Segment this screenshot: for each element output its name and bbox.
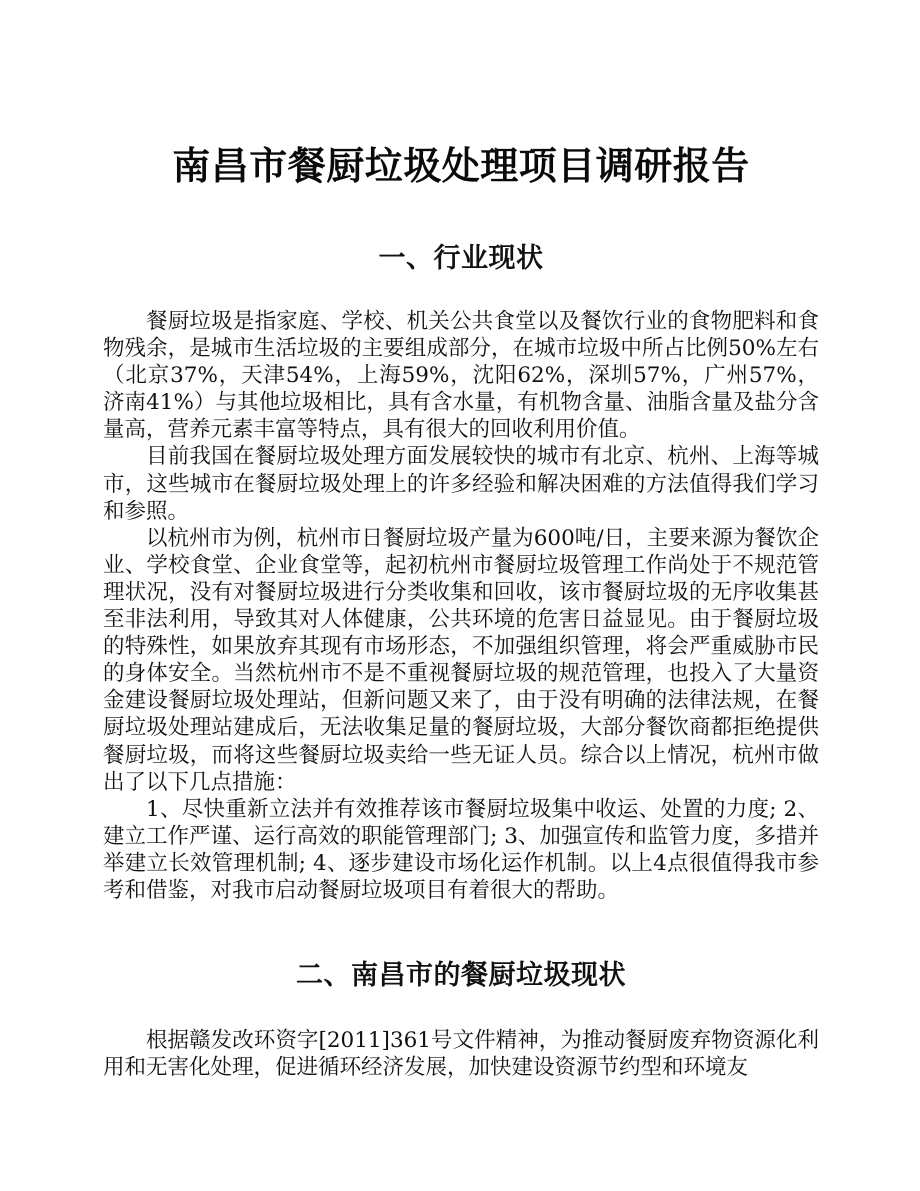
page-content-column [103,0,819,1081]
section-heading-industry-status: 一、行业现状 [378,243,544,274]
paragraph-hangzhou-measures: 1、尽快重新立法并有效推荐该市餐厨垃圾集中收运、处置的力度; 2、建立工作严谨、运行高效的职能管理部门; 3、加强宣传和监管力度，多措并举建立长效管理机制; 4、逐步建设市场化运作机制。以上4点很值得我市参考和借鉴，对我市启动餐厨垃圾项目有着很大的帮助。 [103,796,819,903]
page-title: 南昌市餐厨垃圾处理项目调研报告 [172,143,750,188]
paragraph-hangzhou-case: 以杭州市为例，杭州市日餐厨垃圾产量为600吨/日，主要来源为餐饮企业、学校食堂、企业食堂等，起初杭州市餐厨垃圾管理工作尚处于不规范管理状况，没有对餐厨垃圾进行分类收集和回收，该市餐厨垃圾的无序收集甚至非法利用，导致其对人体健康，公共环境的危害日益显见。由于餐厨垃圾的特殊性，如果放弃其现有市场形态，不加强组织管理，将会严重威胁市民的身体安全。当然杭州市不是不重视餐厨垃圾的规范管理，也投入了大量资金建设餐厨垃圾处理站，但新问题又来了，由于没有明确的法律法规，在餐厨垃圾处理站建成后，无法收集足量的餐厨垃圾，大部分餐饮商都拒绝提供餐厨垃圾，而将这些餐厨垃圾卖给一些无证人员。综合以上情况，杭州市做出了以下几点措施： [103,525,819,795]
paragraph-definition: 餐厨垃圾是指家庭、学校、机关公共食堂以及餐饮行业的食物肥料和食物残余，是城市生活垃圾的主要组成部分，在城市垃圾中所占比例50%左右（北京37%，天津54%，上海59%，沈阳62%，深圳57%，广州57%，济南41%）与其他垃圾相比，具有含水量，有机物含量、油脂含量及盐分含量高，营养元素丰富等特点，具有很大的回收利用价值。 [103,309,819,443]
section-heading-nanchang-status: 二、南昌市的餐厨垃圾现状 [296,960,626,992]
paragraph-leading-cities: 目前我国在餐厨垃圾处理方面发展较快的城市有北京、杭州、上海等城市，这些城市在餐厨垃圾处理上的许多经验和解决困难的方法值得我们学习和参照。 [103,444,819,524]
paragraph-policy-basis: 根据赣发改环资字[2011]361号文件精神，为推动餐厨废弃物资源化利用和无害化处理，促进循环经济发展，加快建设资源节约型和环境友 [103,1028,819,1081]
